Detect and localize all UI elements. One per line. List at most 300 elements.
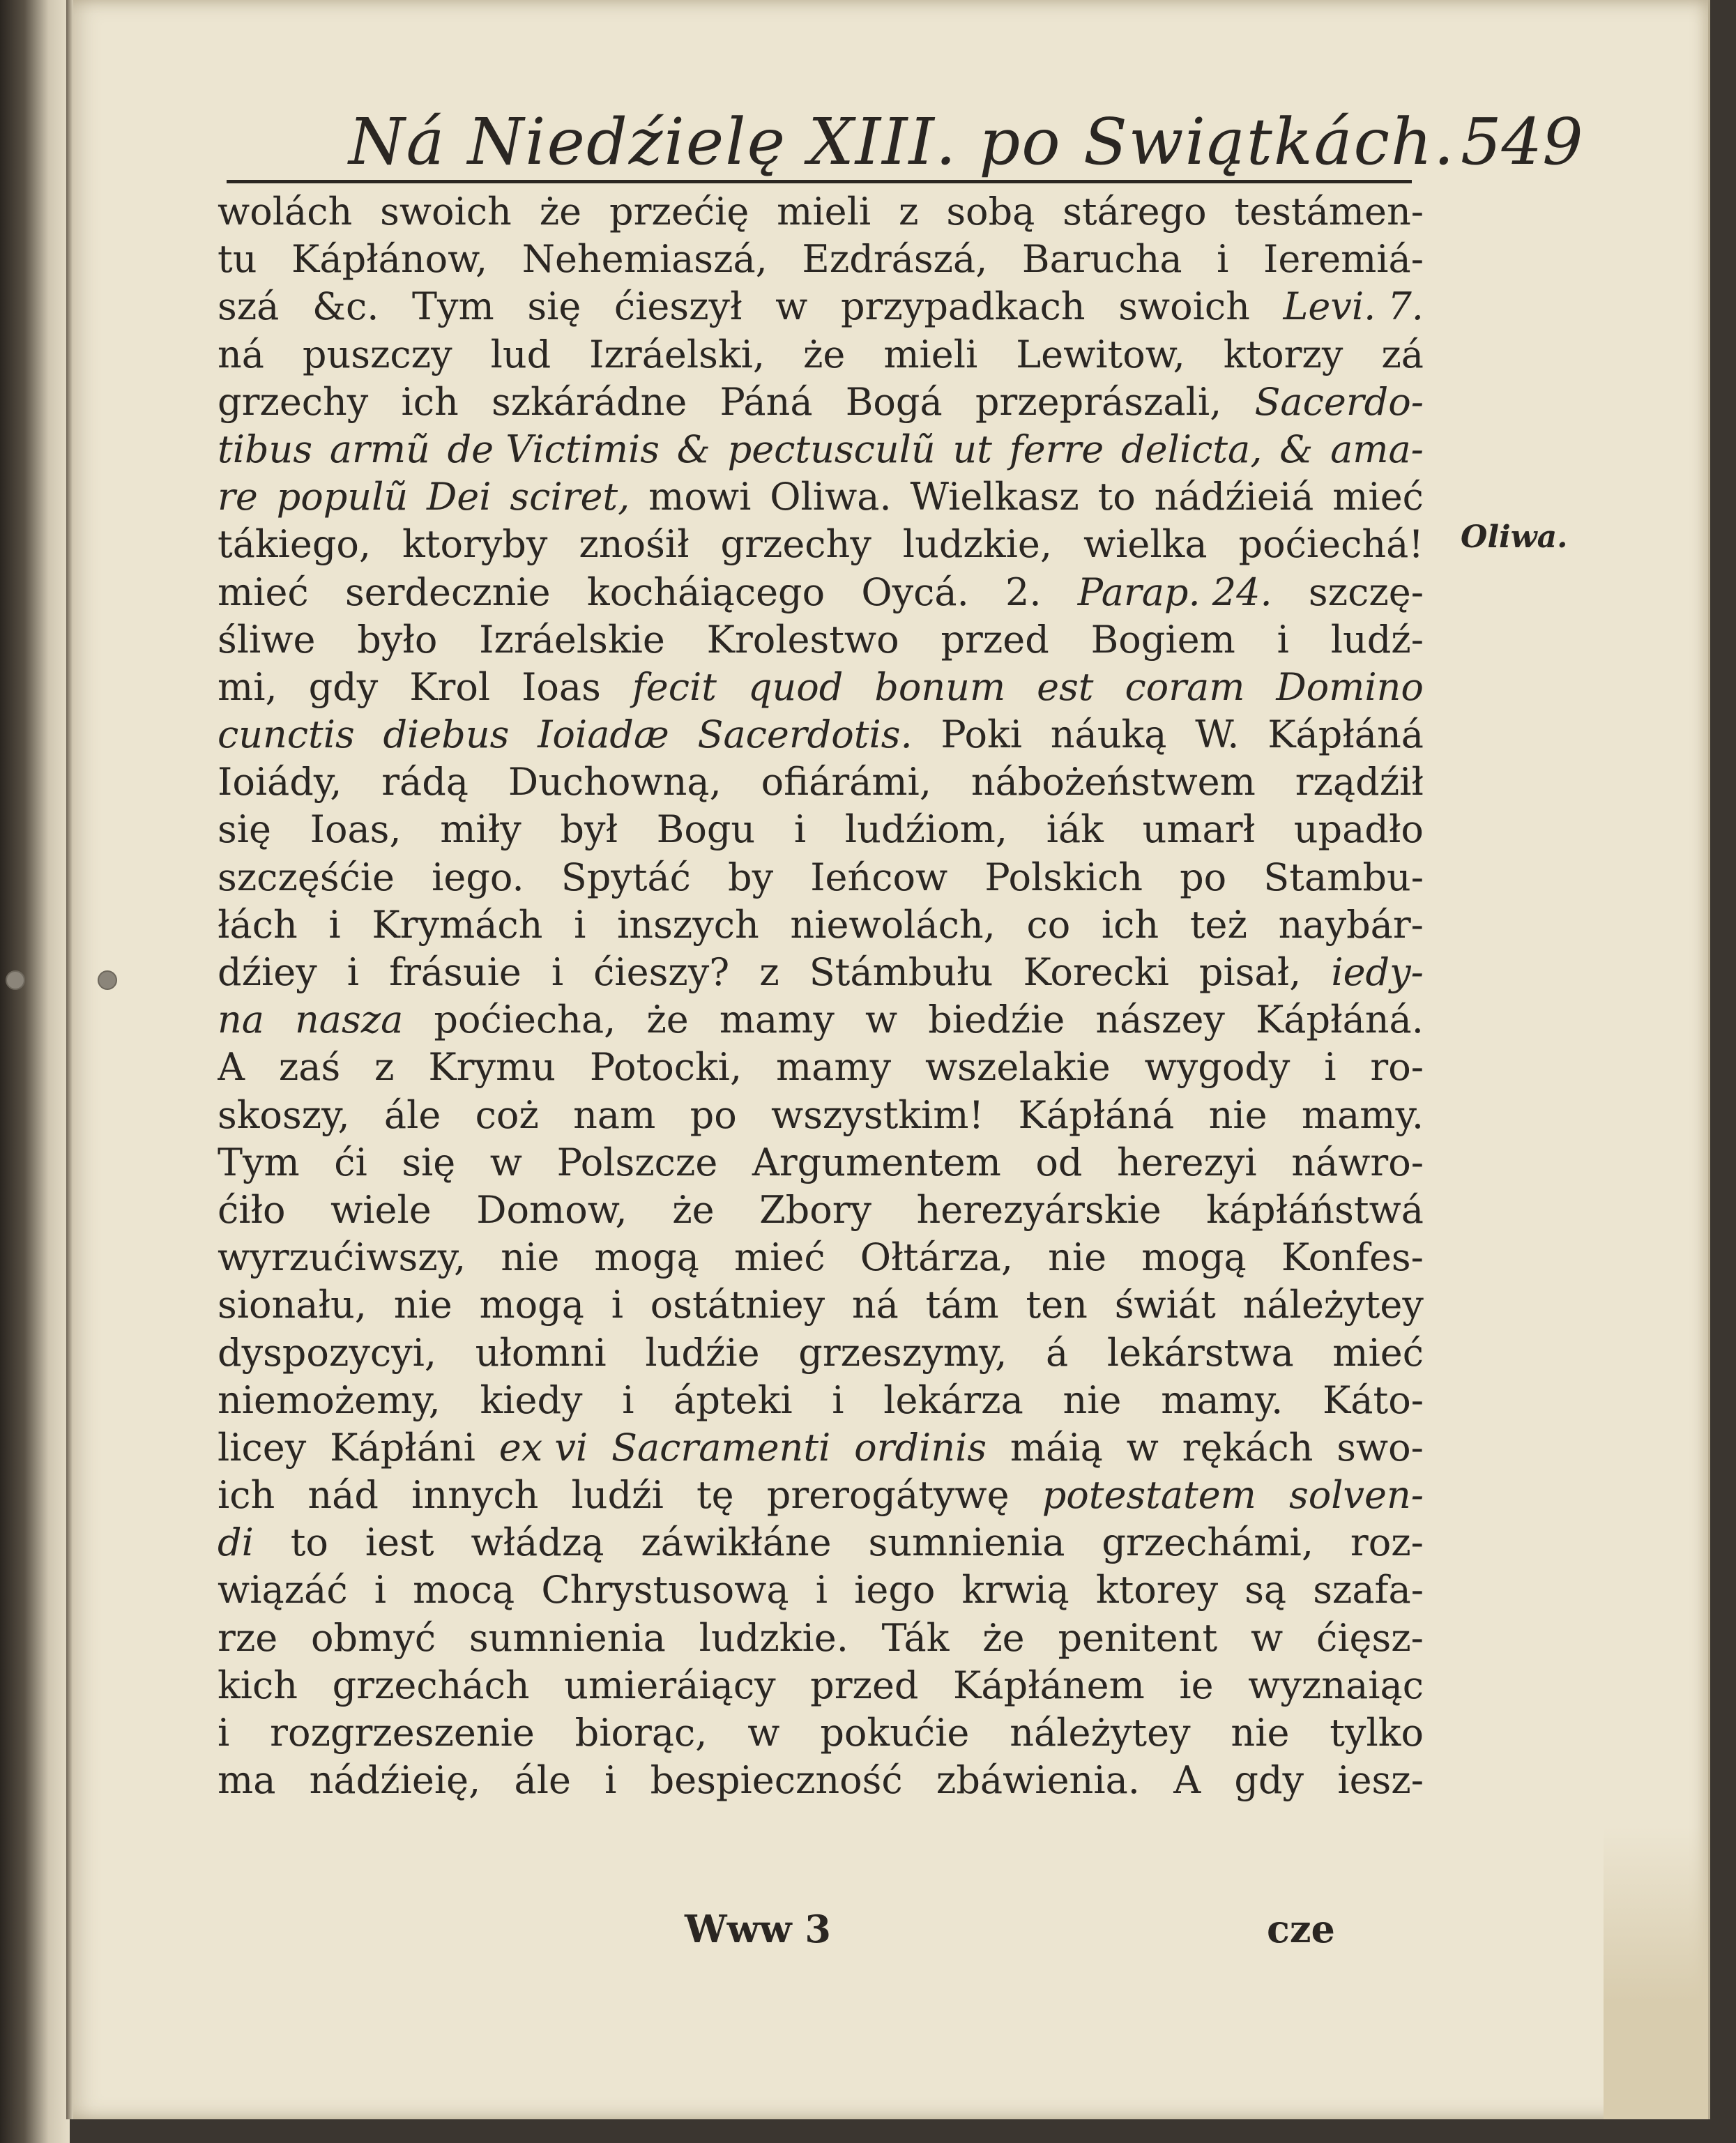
word: że [539,190,582,234]
word: mieć [733,1235,825,1280]
word: ro- [1370,1045,1424,1090]
word: mamy. [1301,1092,1424,1137]
word: záwikłáne [641,1520,832,1565]
word: stárego [1063,190,1207,234]
word: i [574,902,586,947]
word: Oycá. [861,570,969,614]
word: w [1126,1425,1159,1470]
word: Parap. 24. [1077,570,1272,614]
word: są [1244,1568,1287,1612]
word: Dei [427,475,492,519]
word: Krymách [372,902,543,947]
word: pokućie [820,1711,970,1755]
word: to [1097,475,1136,519]
text-line [218,283,1424,330]
word: nasza [295,998,404,1042]
word: Ioiadæ [538,712,669,757]
word: & [1279,427,1314,471]
word: że [802,332,846,376]
word: po [1180,855,1227,899]
word: innych [411,1473,539,1518]
word: wyrzućiwszy, [218,1235,466,1280]
word: est [1037,664,1094,709]
word: Kápłánow, [291,237,488,282]
text-line [218,949,1424,996]
word: bonum [874,664,1006,709]
page-gutter [66,0,73,2119]
word: nie [1063,1378,1122,1422]
word: náleżytey [1010,1711,1191,1755]
word: nászey [1095,998,1225,1042]
word: grzechy [720,522,871,567]
word: máią [1010,1425,1103,1470]
word: od [1035,1140,1083,1184]
word: Krolestwo [706,617,899,662]
word: mocą [413,1568,515,1612]
word: szkárádne [491,379,687,424]
word: i [611,1283,623,1327]
word: Ieńcow [810,855,948,899]
word: sumnienia [469,1615,666,1660]
word: przećię [609,190,749,234]
word: i [1324,1045,1337,1090]
word: ná [851,1283,899,1327]
word: grzechy [218,379,369,424]
word: Izráelski, [589,332,766,376]
word: się [402,1140,456,1184]
text-line [218,758,1424,806]
word: Kápłánem [953,1663,1145,1707]
word: zá [1381,332,1424,376]
word: biedźie [928,998,1065,1042]
word: populũ [276,475,409,519]
word: re [218,475,258,519]
word: fecit [632,664,717,709]
word: Domino [1276,664,1424,709]
word: w [775,284,808,329]
word: A [218,1045,245,1090]
word: wolách [218,190,353,234]
running-title: Ná Niedźielę XIII. po Swiątkách. [349,105,1456,179]
word: Ieremiá- [1263,237,1424,282]
word: Potocki, [589,1045,743,1090]
word: solven- [1289,1473,1424,1518]
word: kich [218,1663,298,1707]
word: w [489,1140,523,1184]
word: iesz- [1337,1758,1424,1803]
word: wszelakie [924,1045,1111,1090]
text-line [218,1566,1424,1614]
word: ludzkie, [902,522,1052,567]
word: testámen- [1234,190,1424,234]
word: sobą [946,190,1035,234]
word: sciret, [510,475,630,519]
text-line [218,1519,1424,1566]
word: náuką [1050,712,1167,757]
word: Polskich [984,855,1143,899]
word: lekárstwa [1106,1330,1294,1375]
word: delicta, [1121,427,1263,471]
word: że [672,1187,715,1232]
text-line [218,664,1424,711]
word: diebus [383,712,510,757]
text-line [218,1187,1424,1234]
word: Bogá [845,379,943,424]
word: de Victimis [447,427,660,471]
text-line [218,331,1424,379]
word: tibus [218,427,313,471]
text-line [218,236,1424,283]
word: umarł [1142,807,1256,852]
word: prerogátywę [766,1473,1010,1518]
word: penitent [1058,1615,1218,1660]
word: ie [1179,1663,1214,1707]
word: ich [218,1473,275,1518]
word: Ołtárza, [860,1235,1014,1280]
text-line [218,521,1424,568]
word: cunctis [218,712,355,757]
book-spine [0,0,70,2143]
word: po [690,1092,737,1137]
word: swoich [1118,284,1250,329]
word: ćiło [218,1187,286,1232]
word: się [527,284,581,329]
word: na [218,998,264,1042]
word: iák [1046,807,1104,852]
word: Káto- [1322,1378,1424,1422]
text-line [218,711,1424,758]
word: Páná [719,379,813,424]
word: ferre [1009,427,1104,471]
word: kocháiącego [586,570,825,614]
word: ktorey [1095,1568,1219,1612]
word: mamy [719,998,835,1042]
body-text [218,188,1424,1804]
word: grzechách [332,1663,530,1707]
word: ćieszy? [593,950,730,994]
word: i [551,950,564,994]
word: nábożeństwem [970,760,1256,804]
word: poćiecha, [434,998,616,1042]
word: iest [365,1520,434,1565]
word: nád [307,1473,379,1518]
word: znośił [579,522,690,567]
text-line [218,806,1424,853]
word: Krymu [428,1045,556,1090]
word: Domow, [476,1187,627,1232]
word: ćieszył [614,284,743,329]
word: skoszy, [218,1092,350,1137]
word: umieráiący [564,1663,776,1707]
text-line [218,1234,1424,1281]
word: i [328,902,341,947]
word: przypadkach [840,284,1086,329]
word: Sacerdotis. [697,712,913,757]
word: mogą [594,1235,699,1280]
text-line [218,1281,1424,1329]
text-line [218,426,1424,473]
word: i [374,1568,386,1612]
text-line [218,1709,1424,1757]
margin-note: Oliwa. [1461,519,1568,555]
word: mogą [479,1283,584,1327]
word: swoich [380,190,512,234]
word: iego. [432,855,524,899]
word: náwro- [1291,1140,1424,1184]
word: Chrystusową [541,1568,789,1612]
word: ná [218,332,264,376]
word: Wielkasz [910,475,1079,519]
word: bespieczność [650,1758,903,1803]
word: i [815,1568,828,1612]
word: rządźił [1295,760,1424,804]
word: zaś [278,1045,341,1090]
word: dyspozycyi, [218,1330,437,1375]
word: poćiechá! [1238,522,1424,567]
word: Ezdrászá, [802,237,988,282]
word: iego [854,1568,936,1612]
word: nam [573,1092,656,1137]
word: naybár- [1278,902,1424,947]
word: coram [1125,664,1245,709]
word: &c. [312,284,379,329]
word: świát [1114,1283,1216,1327]
word: mieli [883,332,978,376]
word: Duchowną, [508,760,722,804]
word: ludźie [645,1330,760,1375]
word: wyznaiąc [1248,1663,1424,1707]
word: zbáwienia. [936,1758,1140,1803]
word: mamy [775,1045,892,1090]
binding-hole [98,970,117,990]
word: w [747,1711,780,1755]
word: serdecznie [344,570,551,614]
word: Kápłáni [330,1425,475,1470]
word: ordinis [854,1425,987,1470]
word: Krol [409,664,491,709]
word: Poki [941,712,1023,757]
word: Levi. 7. [1283,284,1424,329]
word: i [604,1758,617,1803]
word: kiedy [480,1378,583,1422]
word: z [899,190,919,234]
word: kápłáństwá [1206,1187,1424,1232]
word: á [1046,1330,1069,1375]
text-line [218,1377,1424,1424]
word: ludzkie. [699,1615,848,1660]
word: się [218,807,271,852]
word: ále [514,1758,571,1803]
word: rękách [1182,1425,1314,1470]
word: mieć [1332,475,1424,519]
text-line [218,188,1424,236]
word: Izráelskie [479,617,665,662]
word: di [218,1520,254,1565]
text-line [218,569,1424,616]
word: Tym [412,284,494,329]
word: szá [218,284,280,329]
word: Oliwa. [770,475,892,519]
word: by [728,855,774,899]
word: swo- [1337,1425,1424,1470]
word: nie [1208,1092,1267,1137]
word: A [1173,1758,1201,1803]
word: z [759,950,779,994]
word: Bogu [656,807,756,852]
word: łách [218,902,298,947]
word: dźiey [218,950,317,994]
text-line [218,1139,1424,1187]
word: ći [334,1140,367,1184]
word: mowi [648,475,752,519]
text-line [218,1615,1424,1662]
word: ludźi [571,1473,664,1518]
word: i [347,950,360,994]
word: licey [218,1425,307,1470]
word: wszystkim! [771,1092,984,1137]
page-edge-stain [1604,1826,1708,2119]
binding-hole [6,970,25,990]
word: sionału, [218,1283,367,1327]
word: tu [218,237,257,282]
word: ále [383,1092,441,1137]
word: nie [1231,1711,1290,1755]
word: nádźieiá [1154,475,1314,519]
word: Ioiády, [218,760,342,804]
word: Sacramenti [611,1425,831,1470]
word: szczęśćie [218,855,395,899]
word: w [1251,1615,1284,1660]
text-line [218,1092,1424,1139]
word: Zbory [759,1187,872,1232]
word: gdy [308,664,379,709]
text-line [218,379,1424,426]
word: Korecki [1023,950,1169,994]
word: i [1277,617,1289,662]
word: śliwe [218,617,316,662]
word: przed [941,617,1049,662]
word: i [622,1378,634,1422]
word: tylko [1330,1711,1424,1755]
header-rule [227,180,1412,183]
word: niewolách, [790,902,996,947]
word: szczę- [1308,570,1424,614]
word: nie [393,1283,452,1327]
text-line [218,901,1424,949]
word: niemożemy, [218,1378,441,1422]
word: że [982,1615,1025,1660]
text-line [218,1472,1424,1519]
word: Tym [218,1140,300,1184]
text-line [218,854,1424,901]
word: wiele [330,1187,432,1232]
word: przeprászali, [975,379,1222,424]
word: Spytáć [561,855,691,899]
word: ich [1101,902,1159,947]
text-line [218,1044,1424,1091]
word: wielka [1083,522,1208,567]
word: mieć [1332,1330,1424,1375]
word: to [290,1520,328,1565]
word: nie [1048,1235,1107,1280]
word: inszych [617,902,759,947]
word: ktorzy [1223,332,1343,376]
word: ludź- [1330,617,1424,662]
word: herezyi [1116,1140,1257,1184]
word: lekárza [883,1378,1023,1422]
text-line [218,1662,1424,1709]
word: 2. [1005,570,1042,614]
word: ápteki [673,1378,793,1422]
word: nádźieię, [309,1758,481,1803]
word: pisał, [1198,950,1302,994]
page-footer [218,1907,1424,1955]
word: coż [475,1092,539,1137]
word: grzechámi, [1102,1520,1314,1565]
word: że [646,998,689,1042]
word: Stambu- [1263,855,1424,899]
word: Polszcze [556,1140,718,1184]
word: szafa- [1313,1568,1424,1612]
word: krwią [961,1568,1069,1612]
text-line [218,996,1424,1044]
word: ich [401,379,459,424]
word: był [560,807,618,852]
word: ten [1026,1283,1088,1327]
word: rádą [381,760,469,804]
word: Bogiem [1090,617,1235,662]
page-number: 549 [1461,105,1583,179]
word: Barucha [1021,237,1182,282]
word: ama- [1330,427,1424,471]
word: biorąc, [574,1711,708,1755]
word: & [676,427,710,471]
word: herezyárskie [916,1187,1162,1232]
word: co [1026,902,1071,947]
word: tę [696,1473,734,1518]
word: Stámbułu [809,950,993,994]
text-line [218,1424,1424,1472]
word: armũ [329,427,430,471]
word: pectusculũ [727,427,936,471]
word: obmyć [311,1615,436,1660]
catchword: cze [1267,1907,1335,1951]
text-line [218,1329,1424,1377]
word: i [218,1711,230,1755]
word: Lewitow, [1016,332,1185,376]
word: włádzą [471,1520,604,1565]
word: ludźiom, [844,807,1008,852]
word: wiązáć [218,1568,348,1612]
word: iedy- [1331,950,1424,994]
word: roz- [1350,1520,1424,1565]
word: mi, [218,664,277,709]
word: lud [490,332,551,376]
word: ex vi [498,1425,588,1470]
word: rozgrzeszenie [270,1711,535,1755]
word: tám [925,1283,999,1327]
word: Ioas [521,664,601,709]
word: też [1189,902,1247,947]
word: sumnienia [868,1520,1065,1565]
word: z [374,1045,395,1090]
word: ktoryby [402,522,548,567]
word: upadło [1293,807,1424,852]
word: i [832,1378,844,1422]
word: miły [440,807,521,852]
word: mieli [777,190,871,234]
word: W. [1195,712,1240,757]
